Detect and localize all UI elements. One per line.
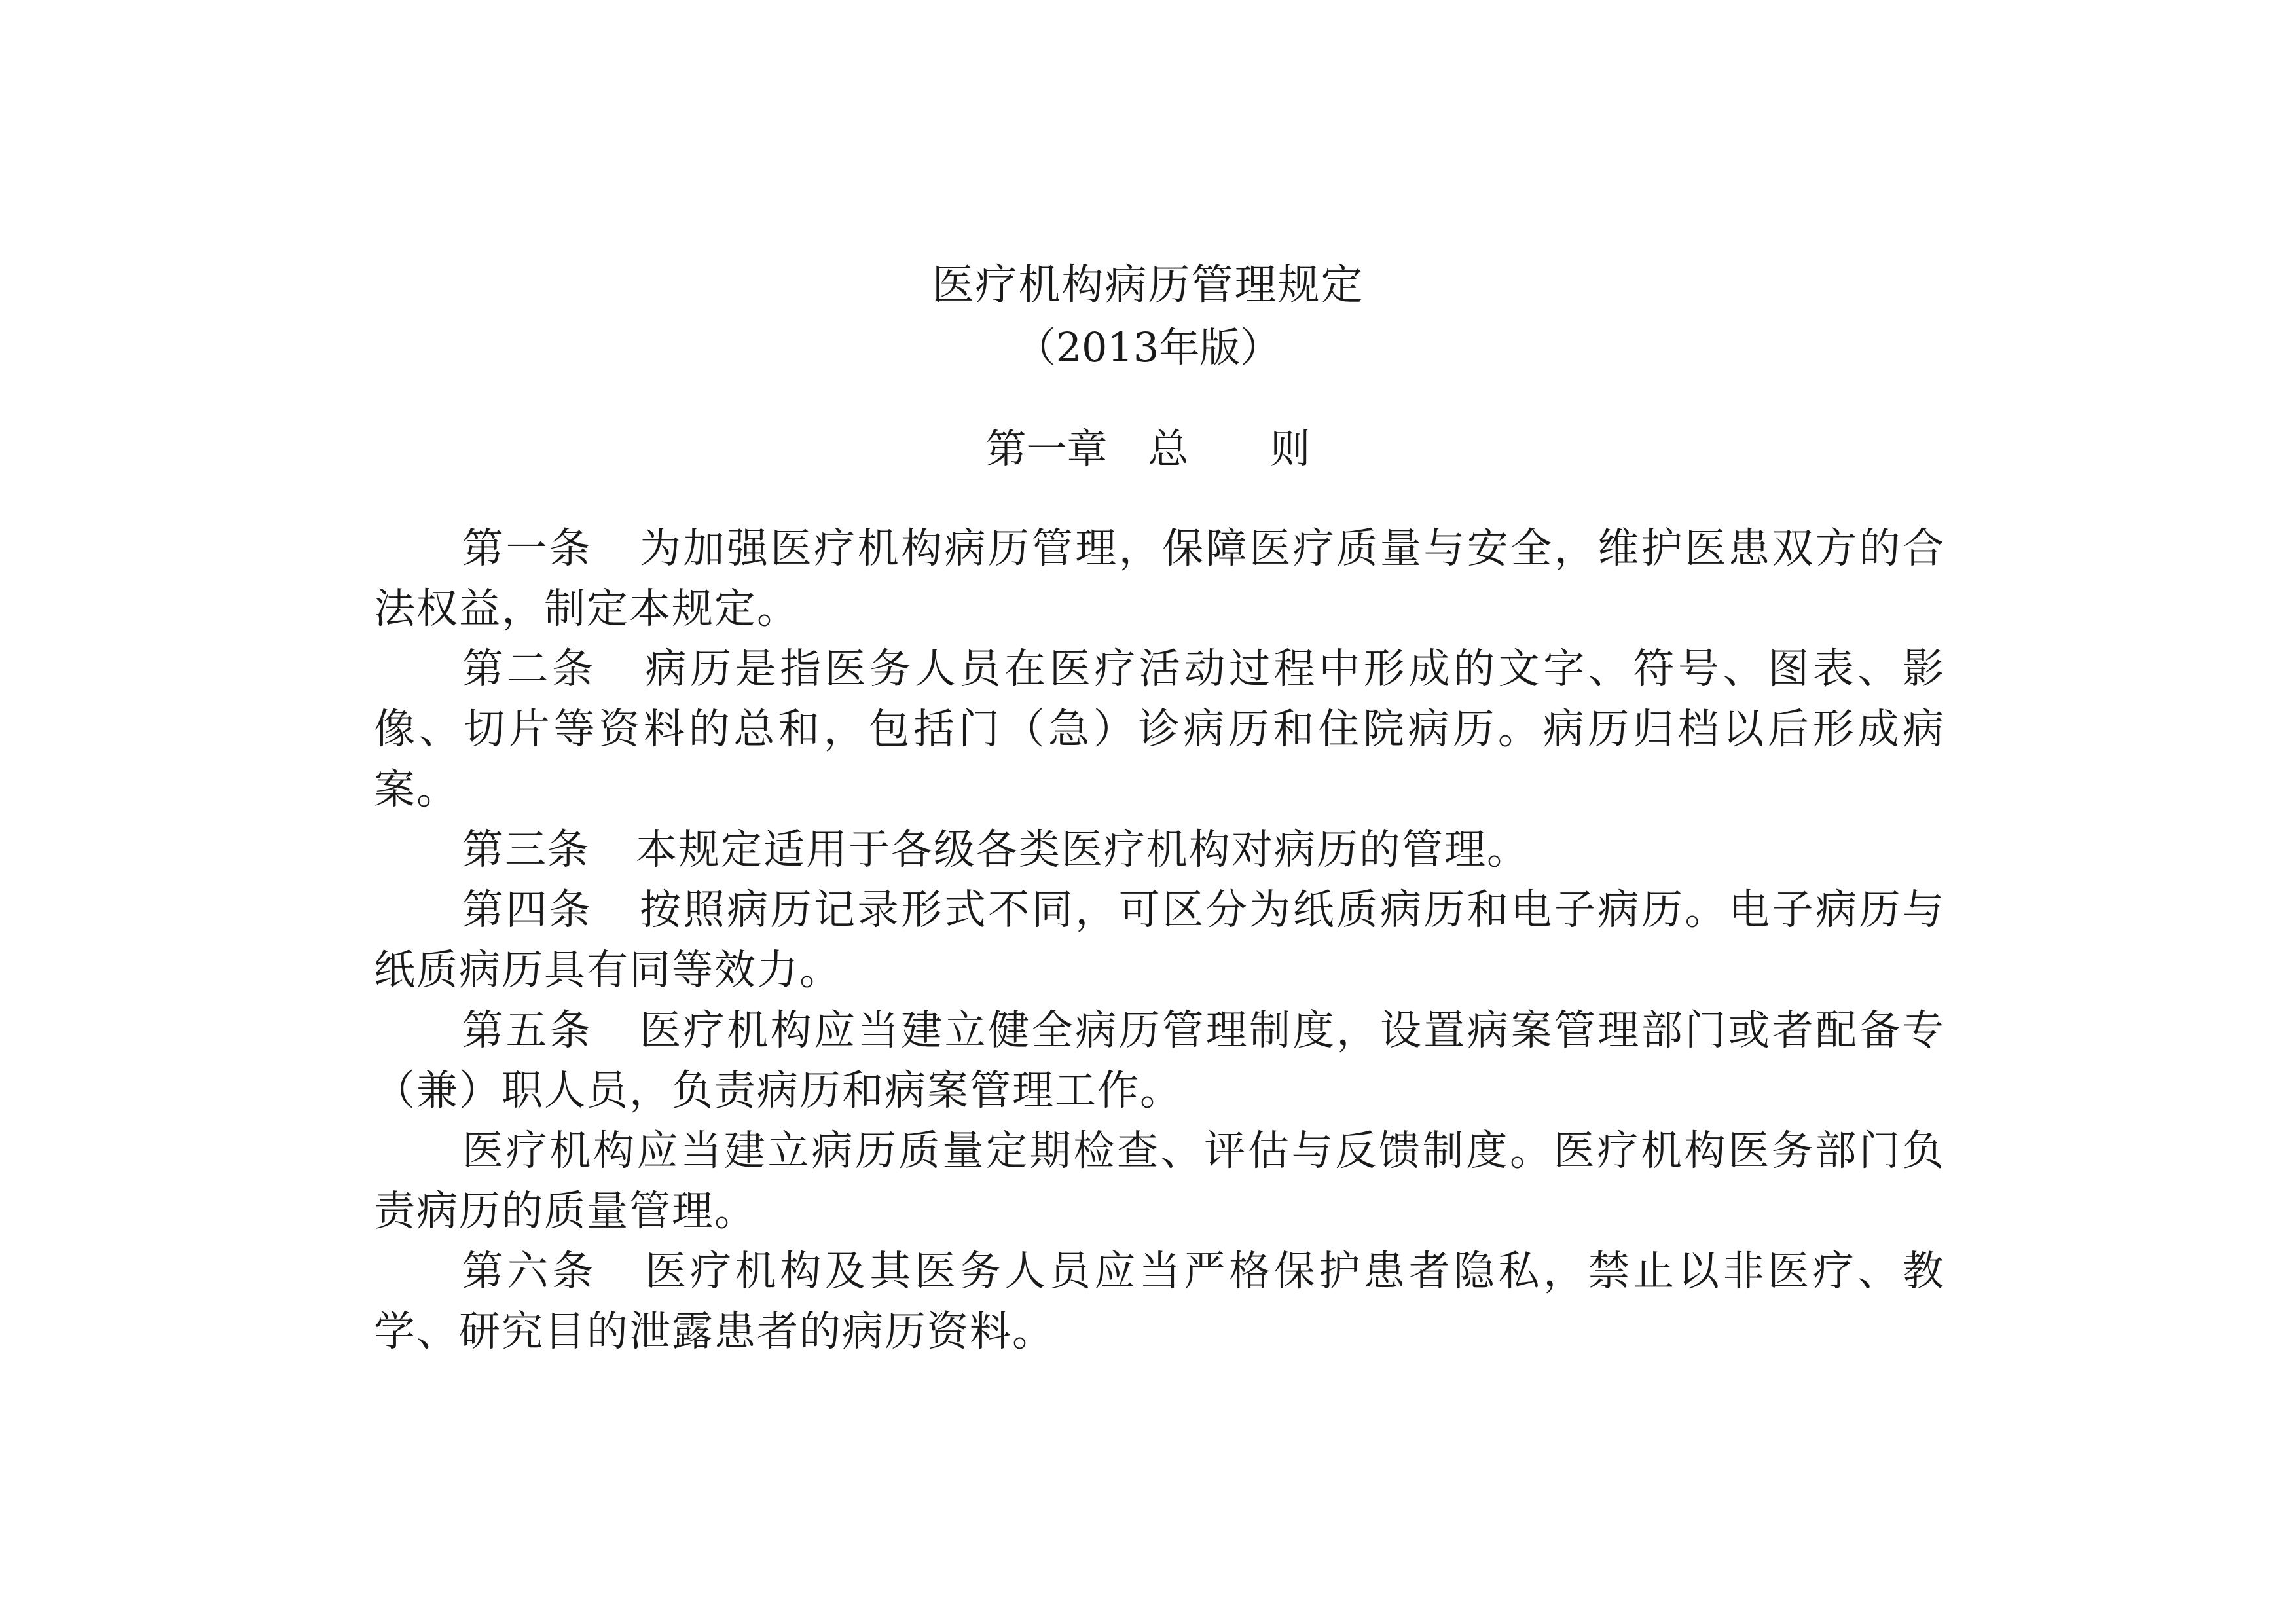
article-text: 本规定适用于各级各类医疗机构对病历的管理。 (636, 826, 1529, 873)
article-text: 医疗机构及其医务人员应当严格保护患者隐私，禁止以非医疗、教学、研究目的泄露患者的病历资料。 (374, 1247, 1945, 1355)
article-text: 为加强医疗机构病历管理，保障医疗质量与安全，维护医患双方的合法权益，制定本规定。 (374, 524, 1946, 632)
article-2-paragraph (374, 639, 1945, 820)
article-number: 第二条 (462, 645, 597, 693)
article-number: 第六条 (462, 1247, 597, 1295)
article-5-continuation-paragraph (374, 1121, 1945, 1241)
article-number: 第三条 (462, 826, 590, 873)
article-number: 第四条 (462, 886, 593, 934)
chapter-heading: 第一章 总 则 (985, 425, 1311, 473)
article-text: 按照病历记录形式不同，可区分为纸质病历和电子病历。电子病历与纸质病历具有同等效力。 (374, 886, 1946, 994)
article-4-paragraph (374, 880, 1945, 1000)
article-text: 病历是指医务人员在医疗活动过程中形成的文字、符号、图表、影像、切片等资料的总和，包括门（急）诊病历和住院病历。病历归档以后形成病案。 (374, 645, 1945, 813)
document-title: 医疗机构病历管理规定 (932, 261, 1364, 310)
document-body (374, 519, 1945, 1362)
document-subtitle: （2013年版） (1015, 323, 1281, 371)
article-1-paragraph (374, 519, 1945, 639)
article-number: 第五条 (462, 1006, 593, 1054)
article-6-paragraph (374, 1241, 1945, 1362)
paragraph-text: 医疗机构应当建立病历质量定期检查、评估与反馈制度。医疗机构医务部门负责病历的质量管理。 (374, 1127, 1945, 1235)
article-5-paragraph (374, 1000, 1945, 1121)
article-3-paragraph (374, 820, 1945, 880)
article-number: 第一条 (462, 524, 593, 572)
article-text: 医疗机构应当建立健全病历管理制度，设置病案管理部门或者配备专（兼）职人员，负责病历和病案管理工作。 (374, 1006, 1946, 1114)
